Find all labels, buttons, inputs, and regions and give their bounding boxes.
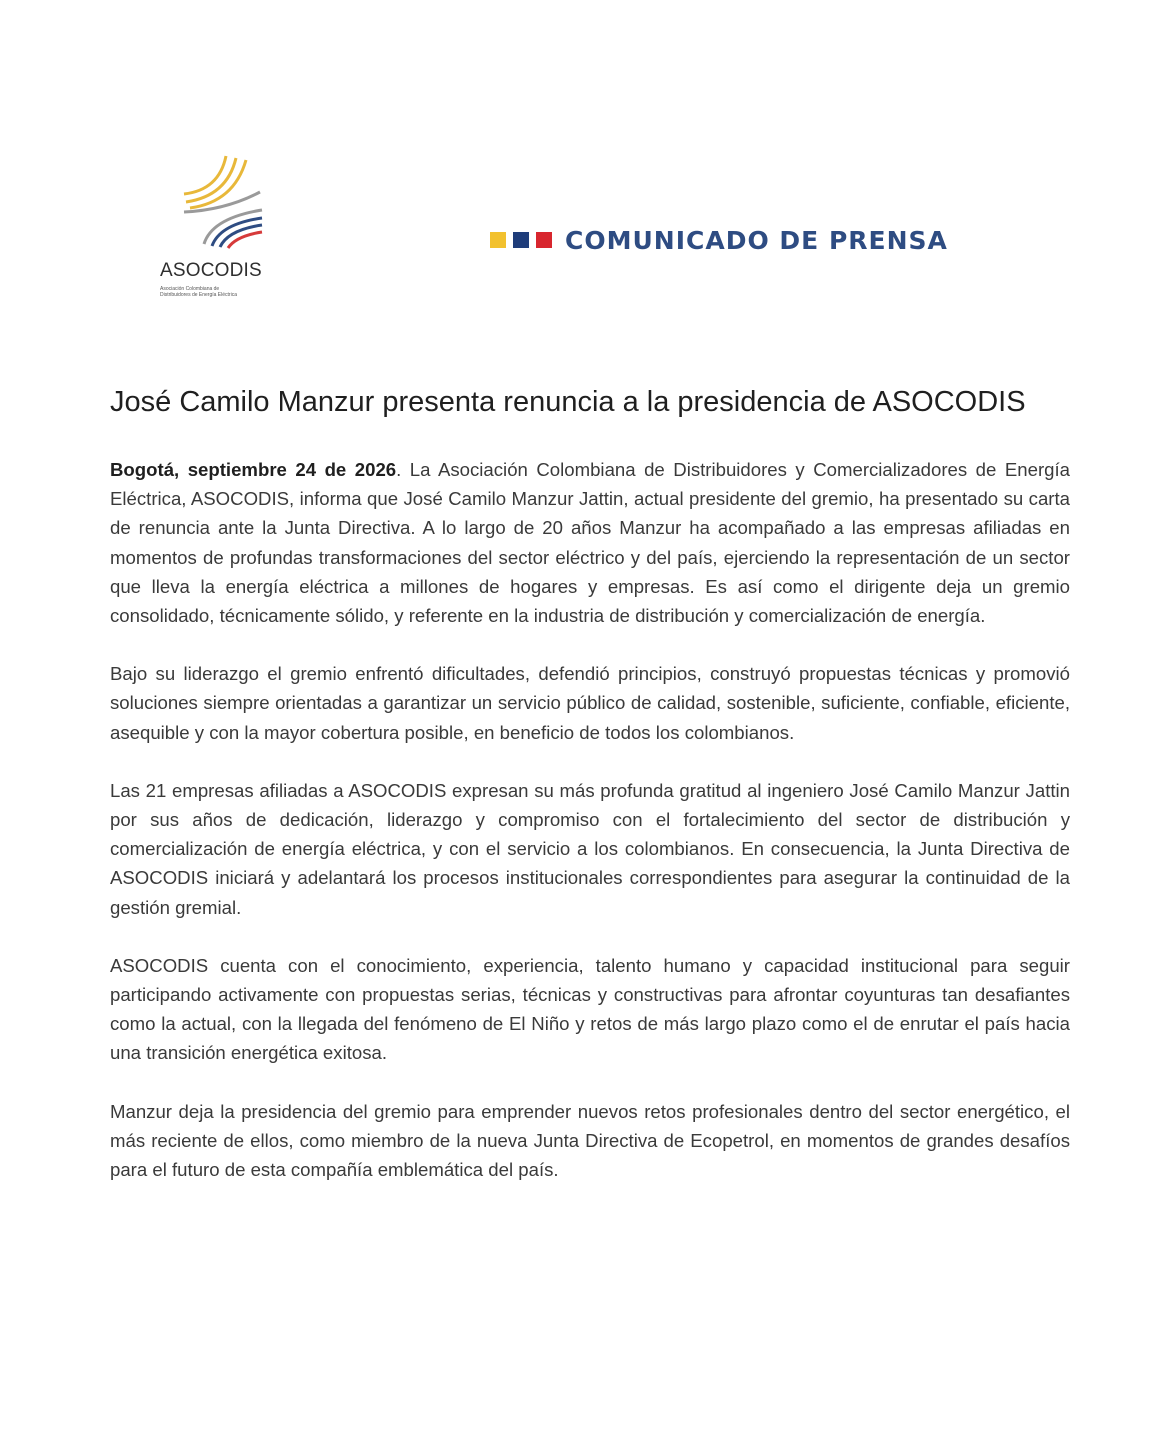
logo-subtitle-line-1: Asociación Colombiana de <box>160 286 220 292</box>
paragraph-1 <box>110 455 1070 630</box>
asocodis-emblem-icon <box>164 152 264 252</box>
flag-square-red <box>536 232 552 248</box>
paragraph-1-text: . La Asociación Colombiana de Distribuidores y Comercializadores de Energía Eléctrica, ASOCODIS, informa que José Camilo Manzur Jattin, actual presidente del gremio, ha presentado su carta de renuncia ante la Junta Directiva. A lo largo de 20 años Manzur ha acompañado a las empresas afiliadas en momentos de profundas transformaciones del sector eléctrico y del país, ejerciendo la representación de un sector que lleva la energía eléctrica a millones de hogares y empresas. Es así como el dirigente deja un gremio consolidado, técnicamente sólido, y referente en la industria de distribución y comercialización de energía. <box>110 459 1070 627</box>
paragraph-4: ASOCODIS cuenta con el conocimiento, experiencia, talento humano y capacidad institucional para seguir participando activamente con propuestas serias, técnicas y constructivas para afrontar coyunturas tan desafiantes como la actual, con la llegada del fenómeno de El Niño y retos de más largo plazo como el de enrutar el país hacia una transición energética exitosa. <box>110 954 1070 1064</box>
flag-square-blue <box>513 232 529 248</box>
dateline: Bogotá, septiembre 24 de 2026 <box>110 459 397 480</box>
paragraph-2: Bajo su liderazgo el gremio enfrentó dificultades, defendió principios, construyó propuestas técnicas y promovió soluciones siempre orientadas a garantizar un servicio público de calidad, sostenible, suficiente, confiable, eficiente, asequible y con la mayor cobertura posible, en beneficio de todos los colombianos. <box>110 663 1070 743</box>
press-release-header <box>490 222 948 258</box>
logo-subtitle <box>160 286 280 298</box>
paragraph-5: Manzur deja la presidencia del gremio para emprender nuevos retos profesionales dentro del sector energético, el más reciente de ellos, como miembro de la nueva Junta Directiva de Ecopetrol, en momentos de grandes desafíos para el futuro de esta compañía emblemática del país. <box>110 1100 1070 1181</box>
headline: José Camilo Manzur presenta renuncia a la presidencia de ASOCODIS <box>110 386 1026 418</box>
asocodis-logo <box>150 152 290 312</box>
press-release-body <box>110 455 1070 1213</box>
logo-wordmark: ASOCODIS <box>160 260 262 281</box>
paragraph-3: Las 21 empresas afiliadas a ASOCODIS expresan su más profunda gratitud al ingeniero José Camilo Manzur Jattin por sus años de dedicación, liderazgo y compromiso con el fortalecimiento del sector de distribución y comercialización de energía eléctrica, y con el servicio a los colombianos. En consecuencia, la Junta Directiva de ASOCODIS iniciará y adelantará los procesos institucionales correspondientes para asegurar la continuidad de la gestión gremial. <box>110 779 1070 918</box>
press-release-label: COMUNICADO DE PRENSA <box>565 225 948 255</box>
flag-square-yellow <box>490 232 506 248</box>
logo-subtitle-line-2: Distribuidores de Energía Eléctrica <box>160 292 237 298</box>
